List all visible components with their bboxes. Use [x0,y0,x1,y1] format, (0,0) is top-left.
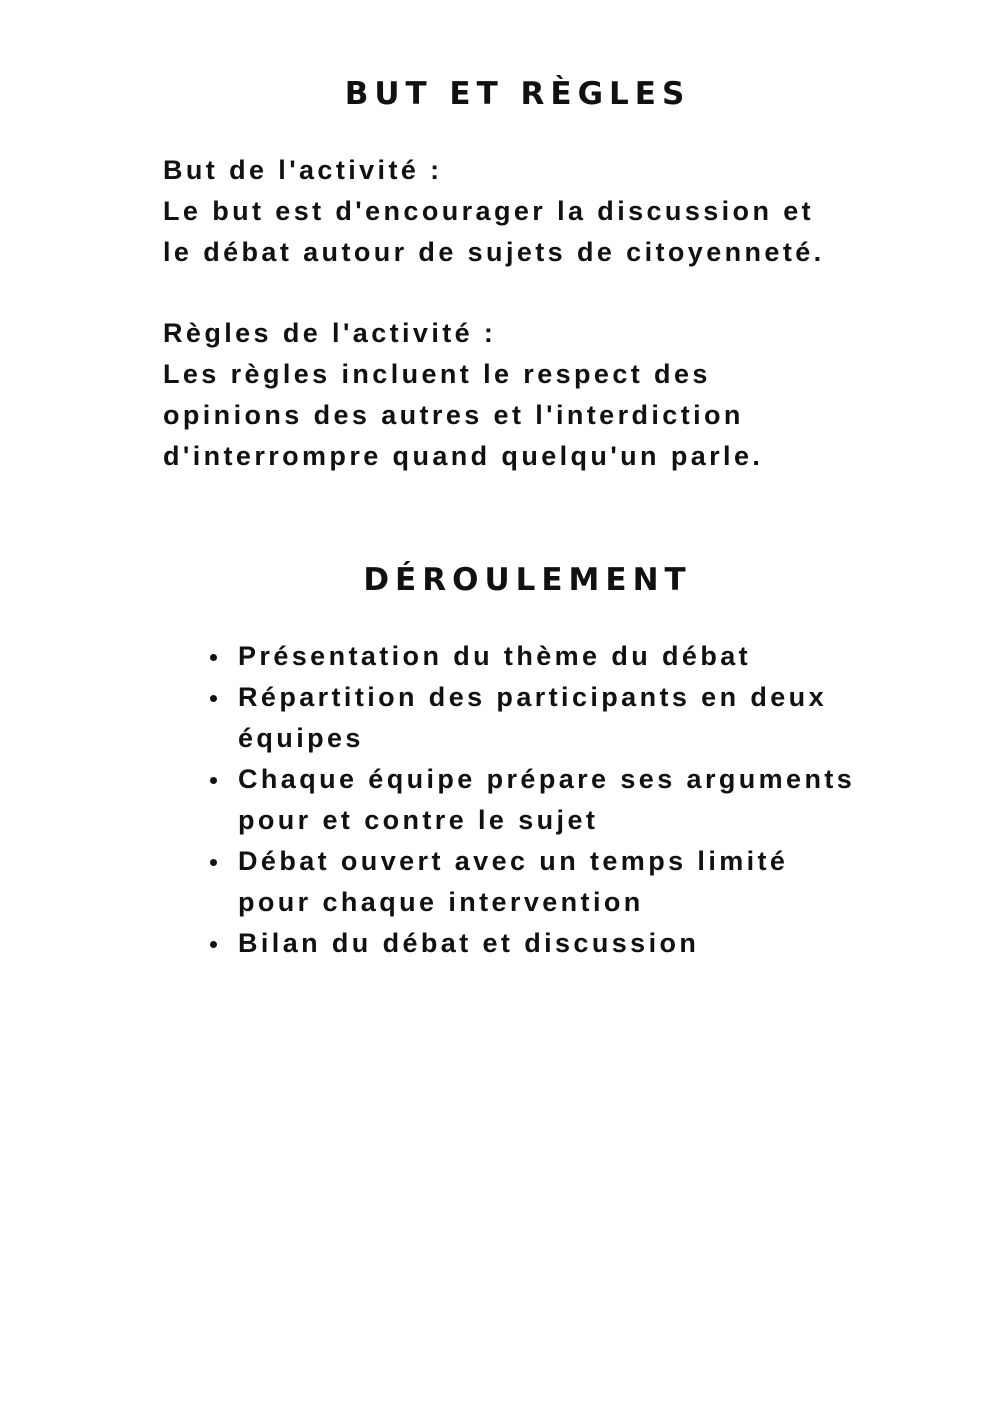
procedure-heading: DÉROULEMENT [363,562,692,598]
rules-label: Règles de l'activité : [163,318,497,348]
step-text: pour et contre le sujet [238,805,599,835]
bullet-icon [210,654,217,661]
bullet-icon [210,695,217,702]
rules-text-line: opinions des autres et l'interdiction [163,400,744,430]
goal-label: But de l'activité : [163,155,443,185]
rules-text-line: d'interrompre quand quelqu'un parle. [163,441,764,471]
step-text: Chaque équipe prépare ses arguments [238,764,856,794]
step-text: équipes [238,723,364,753]
step-text: pour chaque intervention [238,887,644,917]
goal-text-line: le débat autour de sujets de citoyenneté. [163,237,825,267]
bullet-icon [210,859,217,866]
step-text: Répartition des participants en deux [238,682,827,712]
list-item [207,923,927,964]
list-item [207,841,927,923]
step-text: Débat ouvert avec un temps limité [238,846,789,876]
goal-text-line: Le but est d'encourager la discussion et [163,196,815,226]
list-item [207,636,927,677]
goal-rules-heading: BUT ET RÈGLES [344,76,691,112]
rules-text-line: Les règles incluent le respect des [163,359,711,389]
list-item [207,759,927,841]
bullet-icon [210,777,217,784]
rules-block [163,313,923,477]
bullet-icon [210,941,217,948]
step-text: Présentation du thème du débat [238,641,752,671]
goal-block [163,150,923,273]
step-text: Bilan du débat et discussion [238,928,700,958]
list-item [207,677,927,759]
procedure-steps-list [207,636,927,964]
